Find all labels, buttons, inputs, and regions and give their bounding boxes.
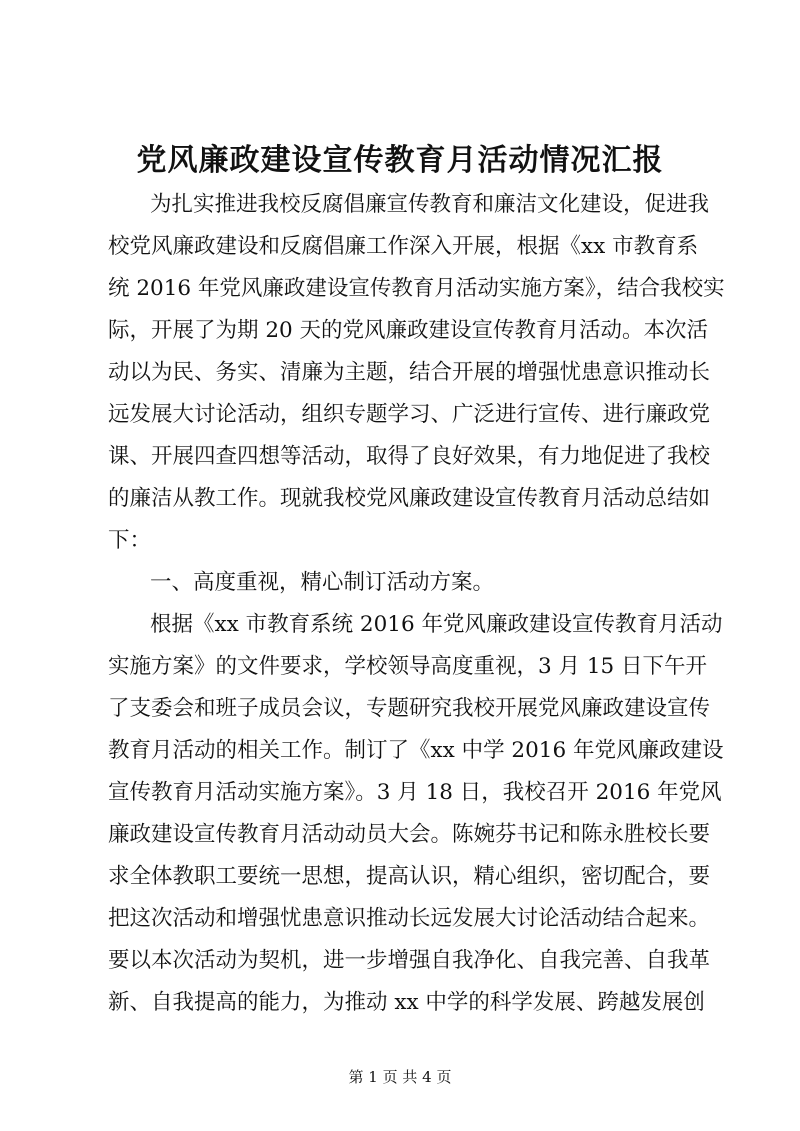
text-line: 远发展大讨论活动，组织专题学习、广泛进行宣传、进行廉政党 bbox=[108, 402, 711, 427]
page-number-footer: 第 1 页 共 4 页 bbox=[348, 1068, 452, 1086]
document-title: 党风廉政建设宣传教育月活动情况汇报 bbox=[136, 143, 664, 178]
text-line: 要以本次活动为契机，进一步增强自我净化、自我完善、自我革 bbox=[108, 948, 711, 973]
text-line: 根据《xx 市教育系统 2016 年党风廉政建设宣传教育月活动 bbox=[150, 612, 723, 637]
text-line: 把这次活动和增强忧患意识推动长远发展大讨论活动结合起来。 bbox=[108, 906, 711, 931]
text-line: 实施方案》的文件要求，学校领导高度重视，3 月 15 日下午开 bbox=[108, 654, 708, 679]
section-heading: 一、高度重视，精心制订活动方案。 bbox=[150, 570, 495, 595]
text-line: 新、自我提高的能力，为推动 xx 中学的科学发展、跨越发展创 bbox=[108, 990, 705, 1015]
text-line: 求全体教职工要统一思想，提高认识，精心组织，密切配合，要 bbox=[108, 864, 711, 889]
text-line: 宣传教育月活动实施方案》。3 月 18 日，我校召开 2016 年党风 bbox=[108, 780, 722, 805]
text-line: 了支委会和班子成员会议，专题研究我校开展党风廉政建设宣传 bbox=[108, 696, 711, 721]
text-line: 统 2016 年党风廉政建设宣传教育月活动实施方案》，结合我校实 bbox=[108, 276, 725, 301]
text-line: 际，开展了为期 20 天的党风廉政建设宣传教育月活动。本次活 bbox=[108, 318, 709, 343]
text-line: 为扎实推进我校反腐倡廉宣传教育和廉洁文化建设，促进我 bbox=[150, 192, 710, 217]
text-line: 动以为民、务实、清廉为主题，结合开展的增强忧患意识推动长 bbox=[108, 360, 711, 385]
text-line: 下： bbox=[108, 528, 152, 553]
text-line: 校党风廉政建设和反腐倡廉工作深入开展，根据《xx 市教育系 bbox=[108, 234, 699, 259]
text-line: 课、开展四查四想等活动，取得了良好效果，有力地促进了我校 bbox=[108, 444, 711, 469]
text-line: 廉政建设宣传教育月活动动员大会。陈婉芬书记和陈永胜校长要 bbox=[108, 822, 711, 847]
text-line: 教育月活动的相关工作。制订了《xx 中学 2016 年党风廉政建设 bbox=[108, 738, 724, 763]
text-line: 的廉洁从教工作。现就我校党风廉政建设宣传教育月活动总结如 bbox=[108, 486, 711, 511]
